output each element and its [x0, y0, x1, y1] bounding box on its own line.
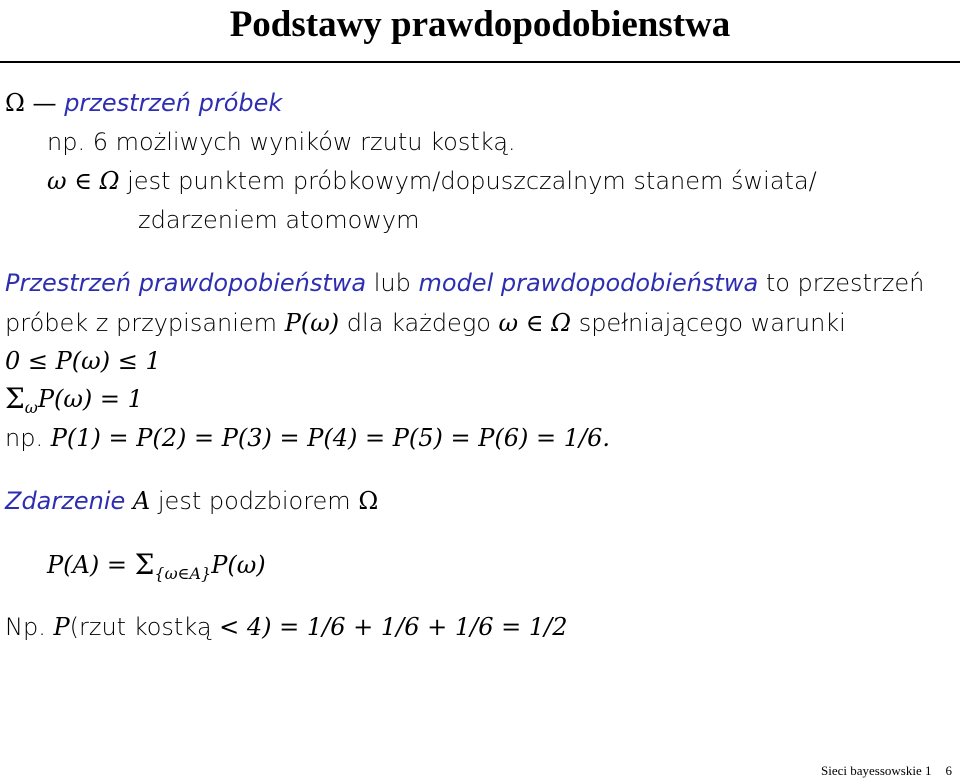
conditions-text: spełniającego warunki [578, 309, 846, 337]
event-definition-line [5, 486, 378, 516]
probability-p: P [53, 613, 70, 641]
assignment-text: próbek z przypisaniem [5, 309, 278, 337]
omega-definition-line [5, 88, 282, 118]
subset-text: jest podzbiorem [157, 487, 351, 515]
omega-symbol-2: Ω [358, 487, 379, 515]
omega-element-line [47, 166, 817, 196]
np-label: np. [5, 424, 44, 452]
p-omega-expression: P(ω) [284, 309, 340, 337]
event-symbol: A [132, 487, 151, 515]
omega-element-continuation: zdarzeniem atomowym [138, 206, 420, 234]
page-number: 6 [945, 763, 952, 778]
dice-roll-text: (rzut kostką [69, 613, 212, 641]
sum-symbol-2: Σ [134, 548, 155, 581]
event-probability-rhs: P(ω) [211, 551, 266, 579]
sum-subscript: ω [24, 398, 38, 417]
omega-element-symbol: ω ∈ Ω [47, 167, 120, 195]
condition-range-formula: 0 ≤ P(ω) ≤ 1 [5, 347, 161, 375]
np-label-2: Np. [5, 613, 46, 641]
probability-space-term: Przestrzeń prawdopobieństwa [5, 269, 367, 297]
omega-symbol: Ω [5, 89, 25, 117]
condition-sum-line [5, 384, 143, 423]
event-term: Zdarzenie [5, 487, 126, 515]
condition-range-line [5, 346, 161, 376]
omega-in-omega-expression: ω ∈ Ω [498, 309, 572, 337]
dice-probabilities-formula: P(1) = P(2) = P(3) = P(4) = P(5) = P(6) = 1/6. [50, 424, 611, 452]
sum-subscript-2: {ω∈A} [154, 564, 212, 583]
footer-label: Sieci bayessowskie 1 [821, 763, 932, 778]
dice-probabilities-line [5, 423, 610, 453]
omega-element-text: jest punktem próbkowym/dopuszczalnym stanem świata/ [127, 167, 817, 195]
event-example-formula: < 4) = 1/6 + 1/6 + 1/6 = 1/2 [219, 613, 568, 641]
title-divider [0, 61, 960, 63]
event-probability-lhs: P(A) = [47, 551, 127, 579]
probability-space-text: to przestrzeń [765, 269, 925, 297]
condition-sum-formula: P(ω) = 1 [37, 385, 143, 413]
sample-space-term: przestrzeń próbek [64, 89, 283, 117]
slide-footer [821, 763, 952, 779]
for-each-text: dla każdego [346, 309, 491, 337]
probability-space-continuation [5, 308, 846, 338]
event-example-line [5, 612, 568, 642]
probability-model-term: model prawdopodobieństwa [418, 269, 759, 297]
or-word: lub [373, 269, 411, 297]
probability-space-line [5, 268, 924, 298]
slide-title: Podstawy prawdopodobienstwa [229, 4, 731, 45]
sum-symbol: Σ [5, 382, 25, 415]
event-probability-line [47, 550, 266, 589]
dice-example-line: np. 6 możliwych wyników rzutu kostką. [47, 128, 516, 156]
definition-dash: — [32, 89, 57, 117]
